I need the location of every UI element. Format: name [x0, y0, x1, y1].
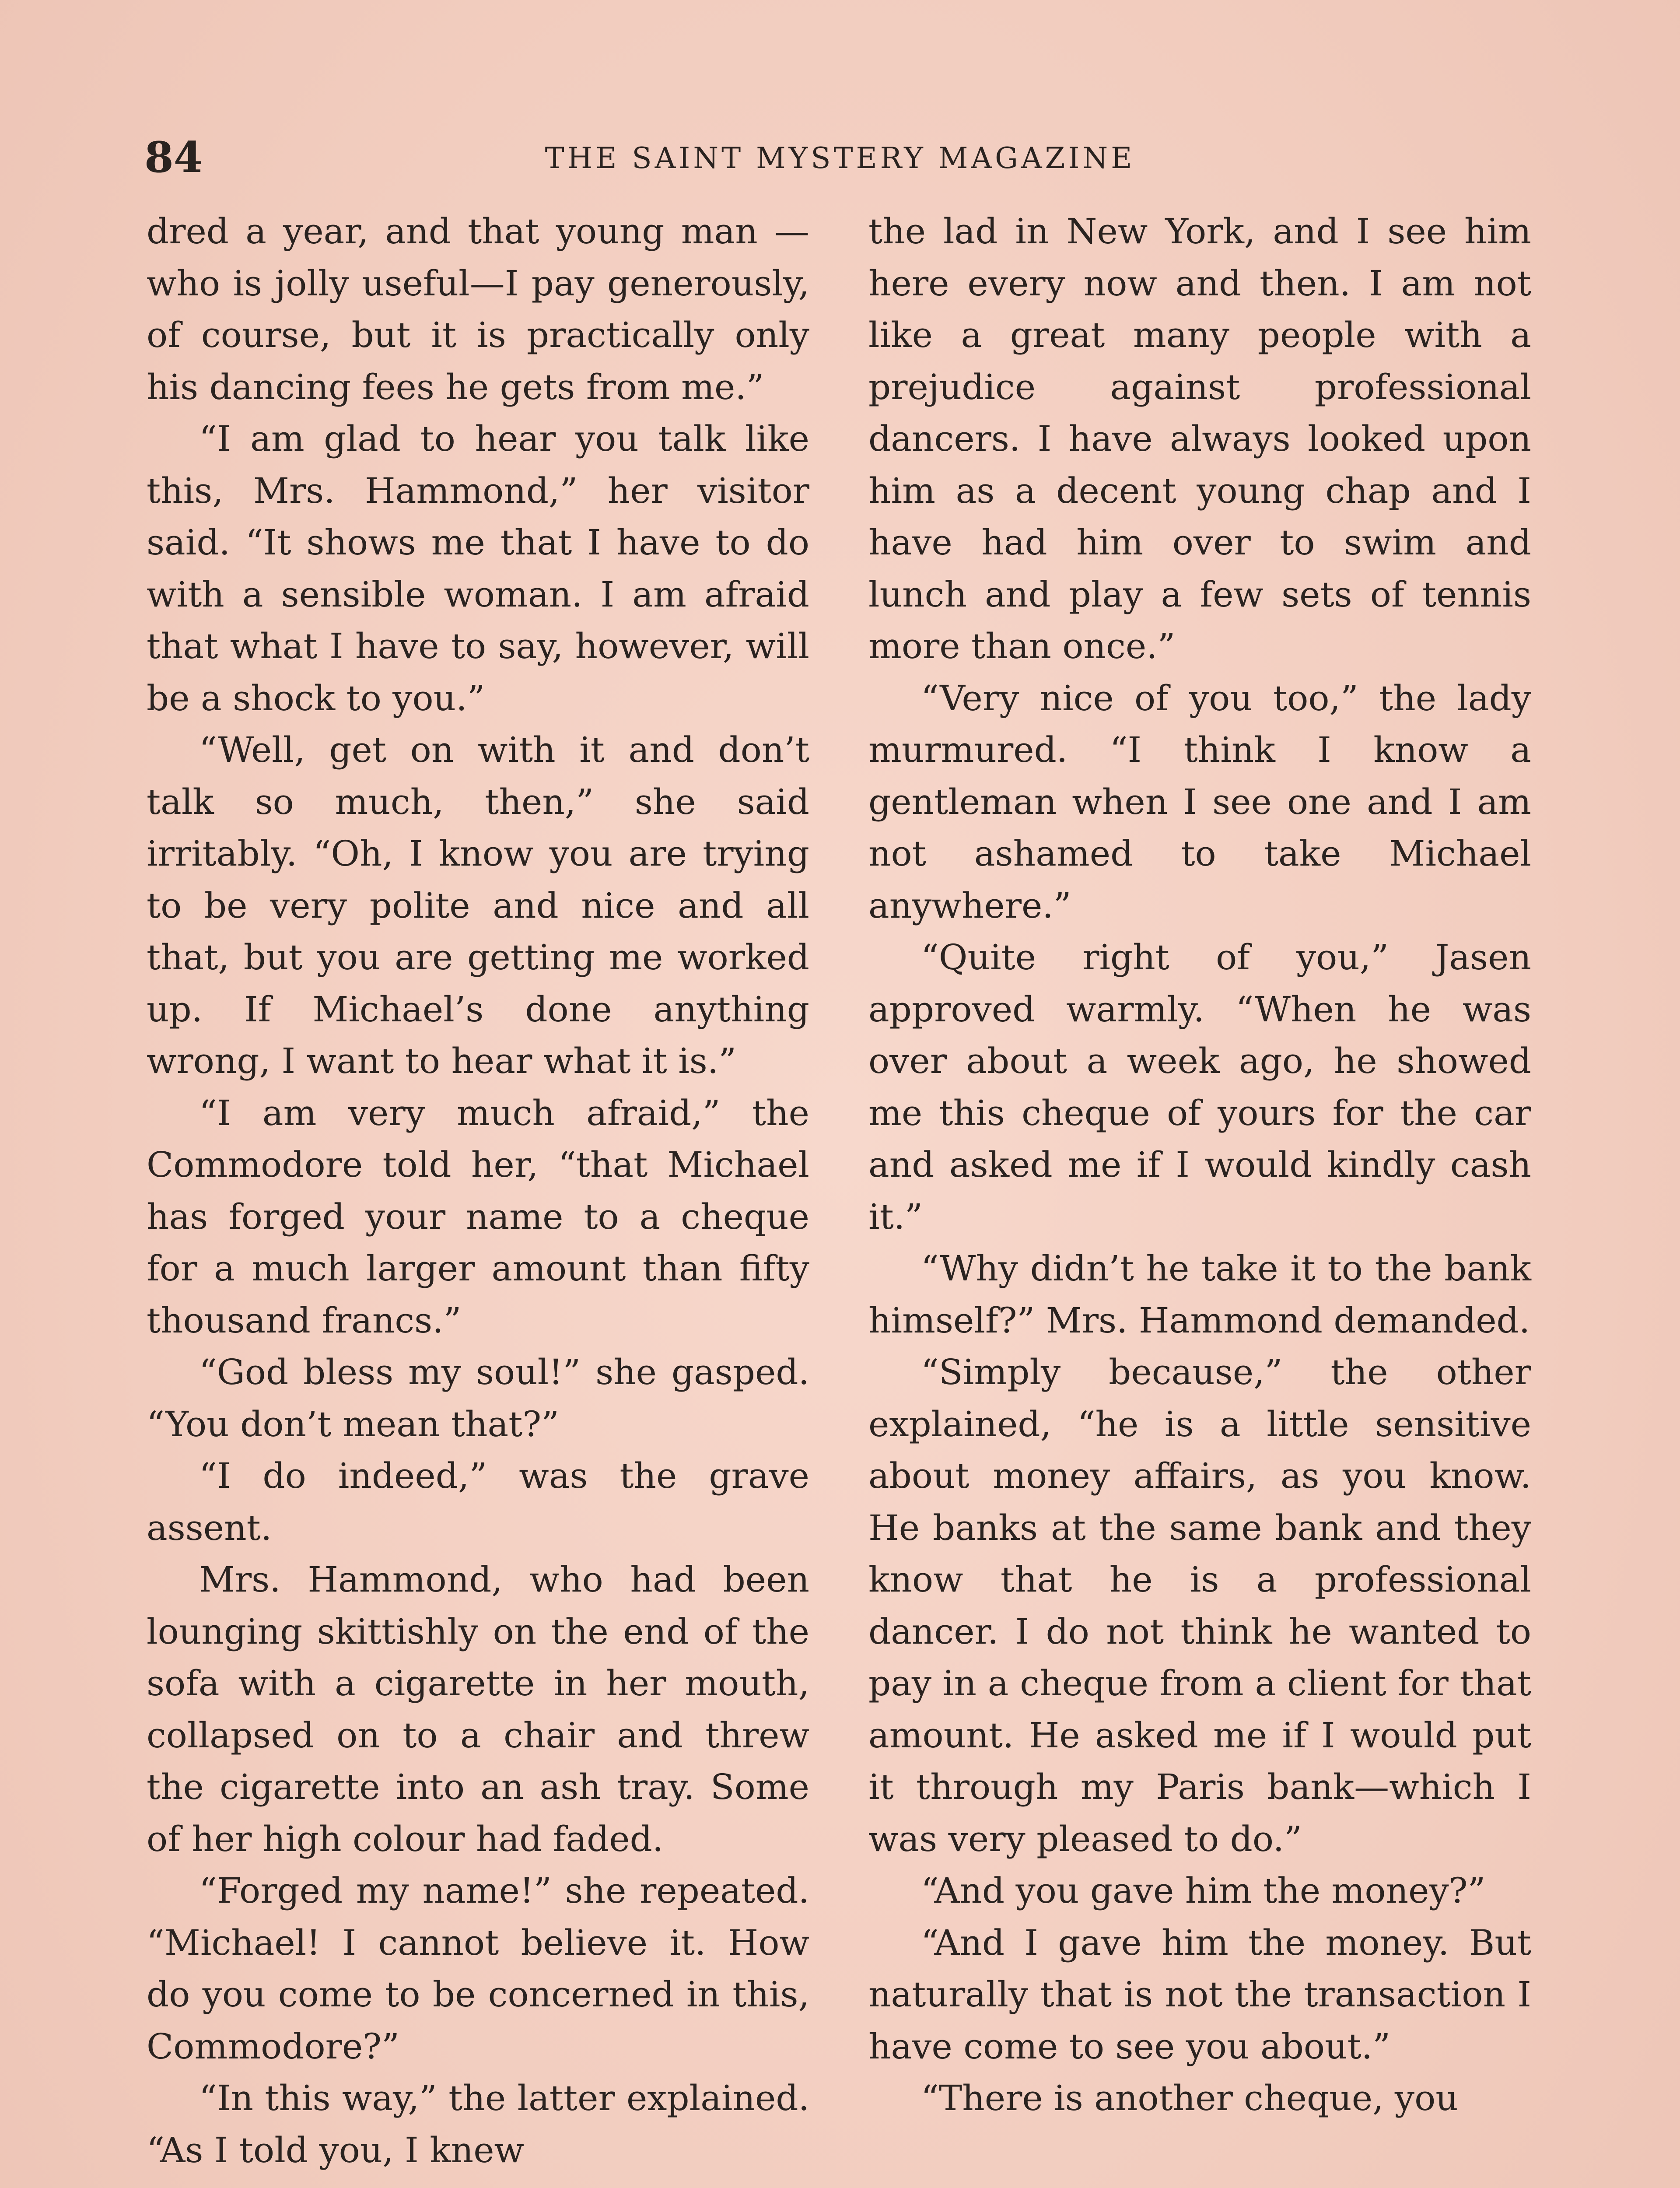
- paragraph: “There is another cheque, you: [921, 2078, 1458, 2118]
- page-number: 84: [144, 133, 203, 182]
- paragraph: Mrs. Hammond, who had been lounging skittishly on the end of the sofa with a cigarette in her mouth, collapsed on to a chair and threw the cigarette into an ash tray. Some of her high colour had faded.: [147, 1559, 809, 1859]
- page-header: [144, 131, 1536, 184]
- left-column: [147, 206, 809, 2176]
- paragraph: “God bless my soul!” she gasped. “You don’t mean that?”: [147, 1352, 809, 1445]
- right-column: [868, 206, 1531, 2125]
- paragraph: “I am glad to hear you talk like this, Mrs. Hammond,” her visitor said. “It shows me that I have to do with a sensible woman. I am afraid that what I have to say, however, will be a shock to you.”: [147, 418, 809, 719]
- paragraph: “And you gave him the money?”: [921, 1870, 1486, 1911]
- paragraph: “In this way,” the latter explained. “As I told you, I knew: [147, 2078, 809, 2170]
- paragraph: dred a year, and that young man —who is jolly useful—I pay generously, of course, but it is practically only his dancing fees he gets from me.”: [147, 211, 809, 407]
- paragraph: “Forged my name!” she repeated. “Michael! I cannot believe it. How do you come to be concerned in this, Commodore?”: [147, 1870, 809, 2067]
- paragraph: “Why didn’t he take it to the bank himself?” Mrs. Hammond demanded.: [868, 1248, 1531, 1341]
- paragraph: “And I gave him the money. But naturally that is not the transaction I have come to see you about.”: [868, 1922, 1531, 2067]
- paragraph: “I am very much afraid,” the Commodore told her, “that Michael has forged your name to a cheque for a much larger amount than fifty thousand francs.”: [147, 1092, 809, 1341]
- paragraph: “I do indeed,” was the grave assent.: [147, 1455, 809, 1548]
- paragraph: the lad in New York, and I see him here every now and then. I am not like a great many people with a prejudice against professional dancers. I have always looked upon him as a decent young chap and I have had him over to swim and lunch and play a few sets of tennis more than once.”: [868, 211, 1531, 666]
- paragraph: “Quite right of you,” Jasen approved warmly. “When he was over about a week ago, he showed me this cheque of yours for the car and asked me if I would kindly cash it.”: [868, 937, 1531, 1237]
- paragraph: “Very nice of you too,” the lady murmured. “I think I know a gentleman when I see one and I am not ashamed to take Michael anywhere.”: [868, 677, 1531, 926]
- running-title: THE SAINT MYSTERY MAGAZINE: [545, 141, 1135, 175]
- paragraph: “Well, get on with it and don’t talk so much, then,” she said irritably. “Oh, I know you are trying to be very polite and nice and all that, but you are getting me worked up. If Michael’s done anything wrong, I want to hear what it is.”: [147, 729, 809, 1081]
- paragraph: “Simply because,” the other explained, “he is a little sensitive about money affairs, as you know. He banks at the same bank and they know that he is a professional dancer. I do not think he wanted to pay in a cheque from a client for that amount. He asked me if I would put it through my Paris bank—which I was very pleased to do.”: [868, 1352, 1531, 1859]
